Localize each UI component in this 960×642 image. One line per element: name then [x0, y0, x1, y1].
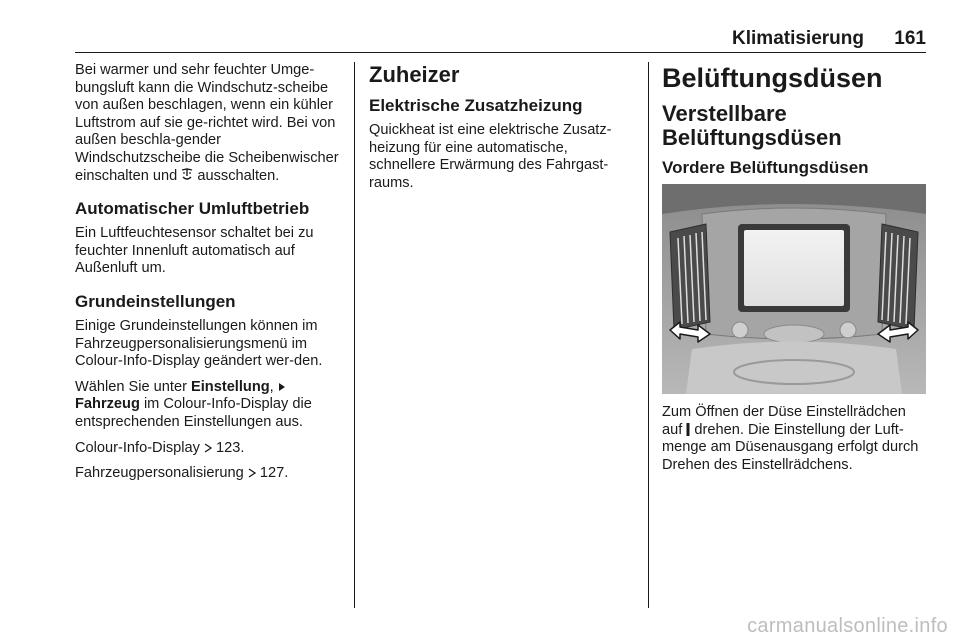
page-header [75, 26, 926, 53]
paragraph-text: im Colour-Info-Display die entsprechenden Einstellungen aus. [75, 396, 312, 430]
reference-page: 127. [259, 465, 289, 482]
menu-path-item: Fahrzeug [75, 396, 140, 413]
section-heading: Vordere Belüftungsdüsen [662, 158, 869, 177]
section-subtitle: Verstellbare Belüftungsdüsen [662, 101, 842, 150]
reference-page: 123. [216, 439, 245, 456]
paragraph: Ein Luftfeuchtesensor schaltet bei zu feuchter Innenluft automatisch auf Außenluft um. [75, 225, 314, 277]
page-number: 161 [894, 28, 926, 49]
reference-text: Colour-Info-Display [75, 439, 200, 456]
bar-icon [686, 423, 690, 436]
column-divider [354, 62, 355, 608]
column-2 [369, 62, 635, 200]
cross-reference[interactable] [75, 465, 343, 483]
cross-reference[interactable] [75, 440, 343, 458]
paragraph-text: Zum Öffnen der Düse Einstellrädchen auf [662, 404, 906, 438]
chapter-title: Klimatisierung [732, 28, 864, 49]
section-heading: Automatischer Umluftbetrieb [75, 199, 310, 219]
reference-arrow-icon [248, 468, 256, 478]
wiper-icon [181, 168, 193, 181]
paragraph: Quickheat ist eine elektrische Zusatz-heizung für eine automatische, schnellere Erwärmung des Fahrgast-raums. [369, 122, 612, 191]
paragraph: Einige Grundeinstellungen können im Fahrzeugpersonalisierungsmenü im Colour-Info-Display geändert wer-den. [75, 317, 323, 370]
section-title: Belüftungsdüsen [662, 63, 883, 93]
paragraph-text: drehen. Die Einstellung der Luft-menge am Düsenausgang erfolgt durch Drehen des Einstellrädchens. [662, 421, 919, 473]
paragraph [75, 62, 343, 185]
triangle-right-icon [278, 382, 286, 392]
paragraph-text: Bei warmer und sehr feuchter Umge-bungsluft kann die Windschutz-scheibe von außen beschlagen, wenn ein kühler Luftstrom auf sie ge-richtet wird. Bei von außen beschla-gender Windschutzscheibe die Scheibenwischer einschalten und [75, 62, 339, 184]
paragraph-text: Wählen Sie unter [75, 378, 187, 395]
column-divider [648, 62, 649, 608]
menu-path-item: Einstellung [191, 378, 270, 395]
reference-text: Fahrzeugpersonalisierung [75, 465, 244, 482]
watermark: carmanualsonline.info [747, 615, 948, 637]
section-title: Zuheizer [369, 62, 460, 87]
section-heading: Grundeinstellungen [75, 291, 236, 311]
dashboard-vents-photo [662, 184, 926, 394]
paragraph-text: ausschalten. [197, 167, 280, 184]
paragraph: Wählen Sie unter Einstellung, Fahrzeug im Colour-Info-Display die entsprechenden Einstellungen aus. [75, 378, 312, 430]
section-heading: Elektrische Zusatzheizung [369, 96, 583, 115]
paragraph [662, 404, 926, 474]
reference-arrow-icon [204, 443, 212, 453]
column-3 [662, 62, 926, 482]
column-1 [75, 62, 343, 491]
